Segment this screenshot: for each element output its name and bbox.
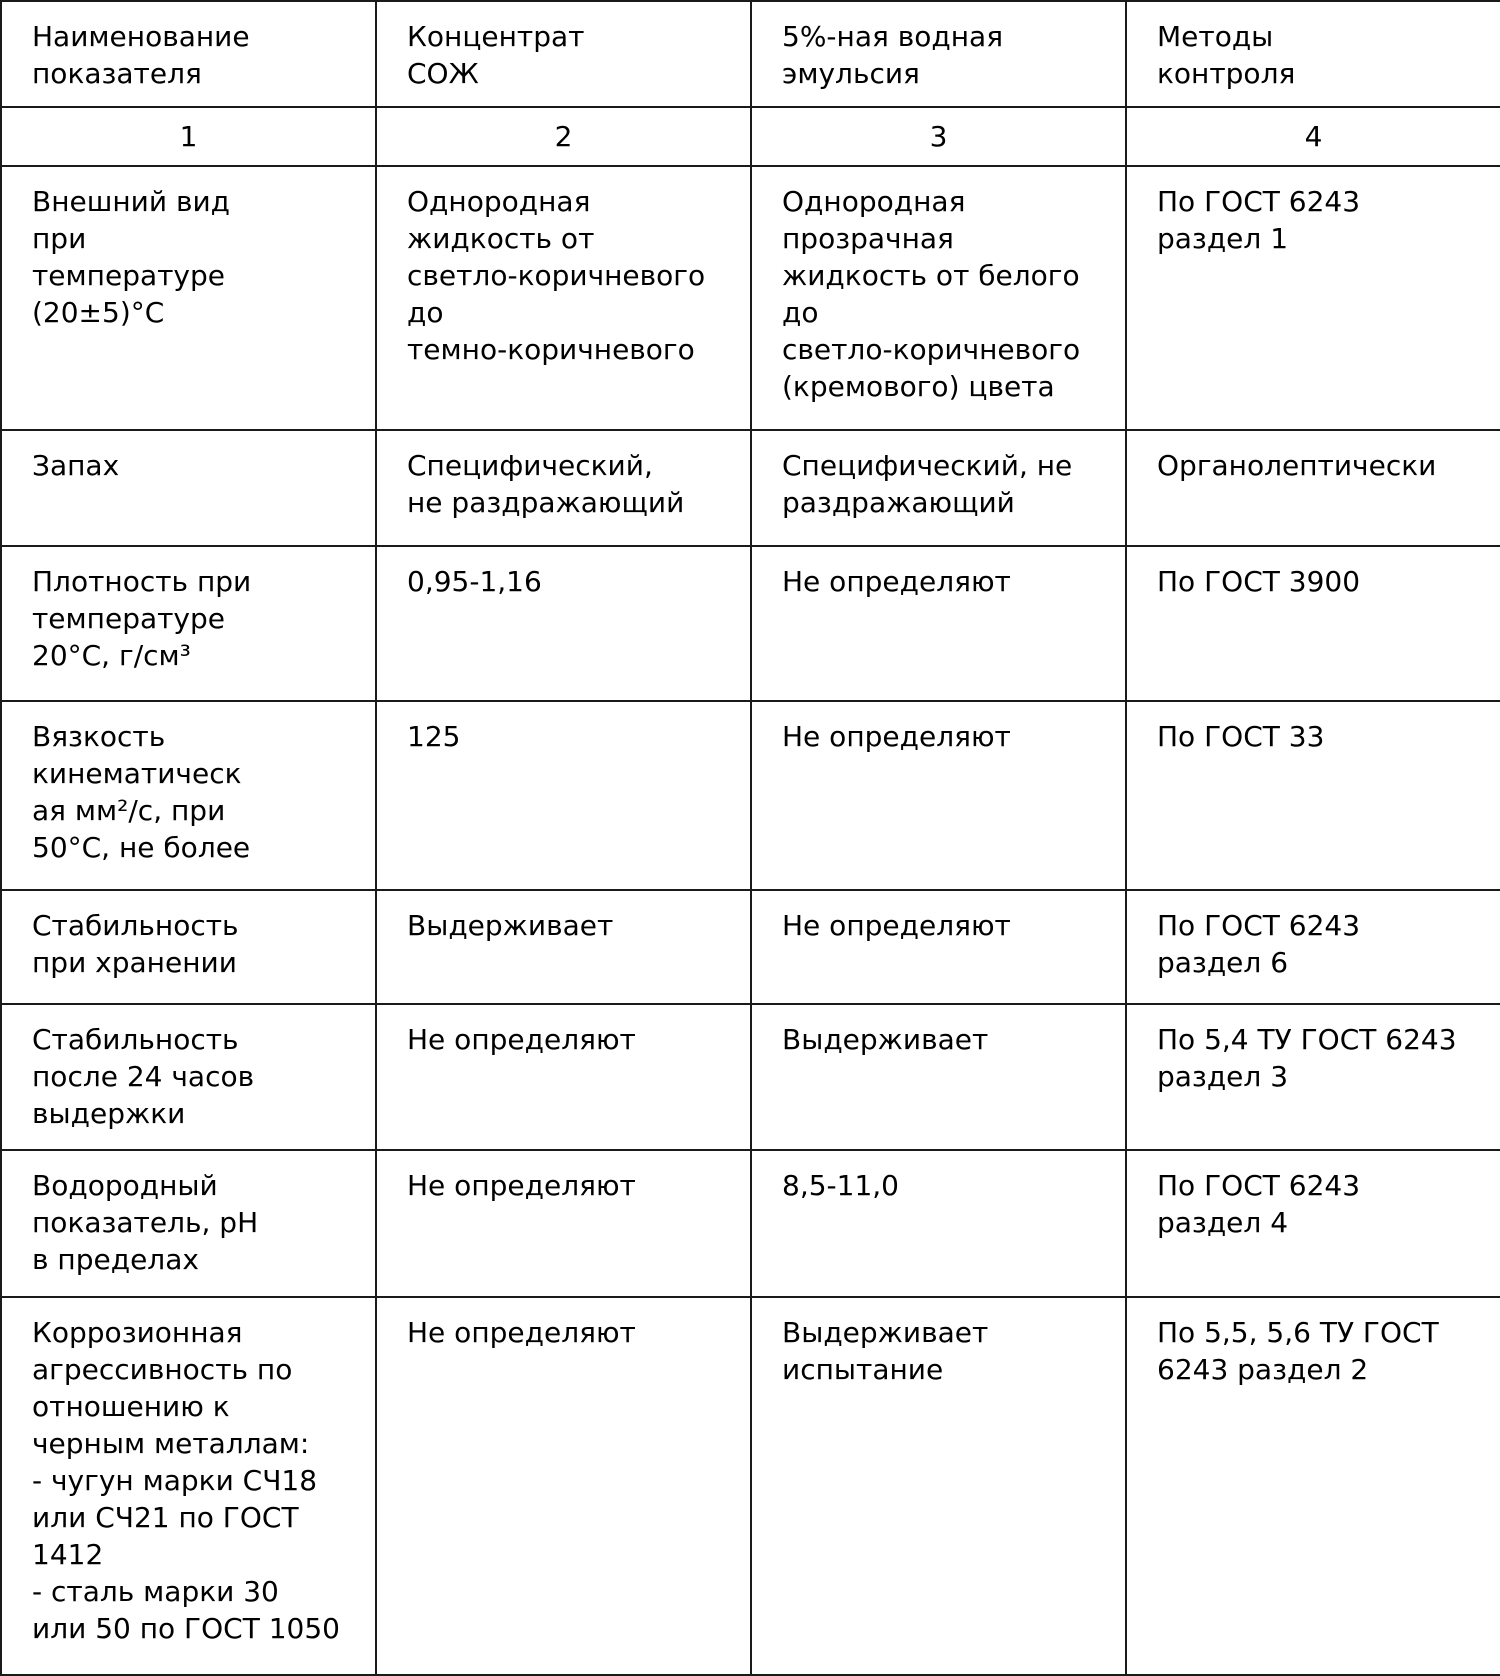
- table-row: [1, 166, 1500, 430]
- column-number-cell: 3: [751, 107, 1126, 166]
- table-cell: Однородная жидкость от светло-коричневого до темно-коричневого: [376, 166, 751, 430]
- table-cell: Выдерживает: [376, 890, 751, 1004]
- header-cell: Наименование показателя: [1, 1, 376, 107]
- table-cell: Не определяют: [376, 1004, 751, 1150]
- table-cell: По 5,4 ТУ ГОСТ 6243 раздел 3: [1126, 1004, 1500, 1150]
- header-row: [1, 1, 1500, 107]
- table-cell: Выдерживает испытание: [751, 1297, 1126, 1675]
- table-cell: По ГОСТ 6243 раздел 4: [1126, 1150, 1500, 1297]
- table-cell: Выдерживает: [751, 1004, 1126, 1150]
- header-cell: Концентрат СОЖ: [376, 1, 751, 107]
- table-cell: По ГОСТ 3900: [1126, 546, 1500, 701]
- header-cell: Методы контроля: [1126, 1, 1500, 107]
- table-row: [1, 1150, 1500, 1297]
- table-row: [1, 1004, 1500, 1150]
- table-cell: Стабильность после 24 часов выдержки: [1, 1004, 376, 1150]
- table-cell: 8,5-11,0: [751, 1150, 1126, 1297]
- table-cell: Специфический, не раздражающий: [751, 430, 1126, 546]
- table-cell: Не определяют: [751, 890, 1126, 1004]
- table-cell: По ГОСТ 6243 раздел 1: [1126, 166, 1500, 430]
- table-cell: Не определяют: [751, 546, 1126, 701]
- table-cell: Коррозионная агрессивность по отношению к черным металлам: - чугун марки СЧ18 или СЧ21 по ГОСТ 1412 - сталь марки 30 или 50 по ГОСТ 1050: [1, 1297, 376, 1675]
- table-cell: Водородный показатель, pH в пределах: [1, 1150, 376, 1297]
- table-cell: Запах: [1, 430, 376, 546]
- table-cell: 0,95-1,16: [376, 546, 751, 701]
- table-cell: Плотность при температуре 20°С, г/см³: [1, 546, 376, 701]
- table-cell: Вязкость кинематическ ая мм²/с, при 50°С, не более: [1, 701, 376, 890]
- table-cell: Стабильность при хранении: [1, 890, 376, 1004]
- table-cell: 125: [376, 701, 751, 890]
- table-cell: Не определяют: [751, 701, 1126, 890]
- column-number-cell: 4: [1126, 107, 1500, 166]
- table-cell: По ГОСТ 33: [1126, 701, 1500, 890]
- table-cell: Специфический, не раздражающий: [376, 430, 751, 546]
- table-row: [1, 890, 1500, 1004]
- table-row: [1, 430, 1500, 546]
- header-cell: 5%-ная водная эмульсия: [751, 1, 1126, 107]
- table-row: [1, 546, 1500, 701]
- table-row: [1, 1297, 1500, 1675]
- column-number-cell: 2: [376, 107, 751, 166]
- column-number-cell: 1: [1, 107, 376, 166]
- table-cell: Не определяют: [376, 1150, 751, 1297]
- table-cell: По 5,5, 5,6 ТУ ГОСТ 6243 раздел 2: [1126, 1297, 1500, 1675]
- table-cell: Органолептически: [1126, 430, 1500, 546]
- table-cell: Не определяют: [376, 1297, 751, 1675]
- table-cell: Однородная прозрачная жидкость от белого до светло-коричневого (кремового) цвета: [751, 166, 1126, 430]
- table-cell: Внешний вид при температуре (20±5)°С: [1, 166, 376, 430]
- table-cell: По ГОСТ 6243 раздел 6: [1126, 890, 1500, 1004]
- table-row: [1, 701, 1500, 890]
- column-number-row: [1, 107, 1500, 166]
